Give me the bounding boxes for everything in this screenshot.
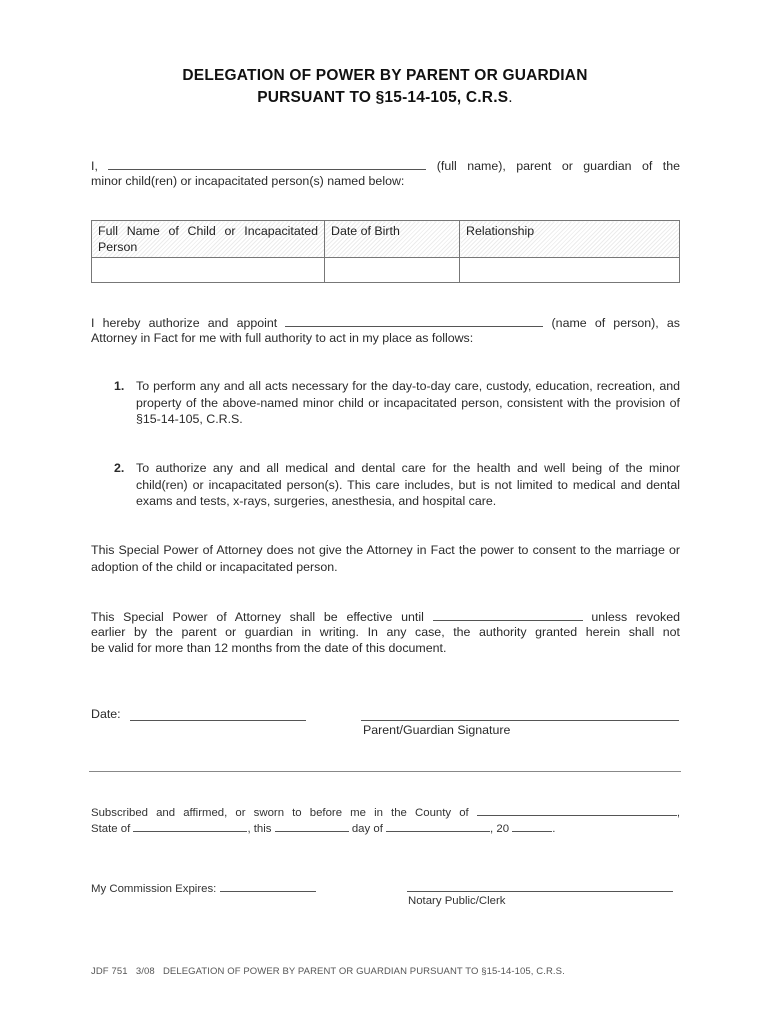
children-table <box>91 220 680 283</box>
appoint-line-2: Attorney in Fact for me with full authority to act in my place as follows: <box>91 331 474 345</box>
intro-line-2: minor child(ren) or incapacitated person(s) named below: <box>91 174 405 188</box>
child-name-cell[interactable] <box>92 258 325 283</box>
appoint-line-1 <box>91 314 680 332</box>
authority-item-1 <box>114 378 680 428</box>
parent-signature-field[interactable] <box>361 720 679 721</box>
parent-signature-caption: Parent/Guardian Signature <box>363 723 511 737</box>
form-footer <box>91 966 565 977</box>
effective-line-1 <box>91 608 680 626</box>
month-field[interactable] <box>386 819 490 832</box>
intro-prefix: I, <box>91 159 98 173</box>
year-period: . <box>552 823 556 835</box>
notary-county-prefix: Subscribed and affirmed, or sworn to before me in the County of <box>91 807 469 819</box>
document-title-line-1: DELEGATION OF POWER BY PARENT OR GUARDIAN <box>182 67 588 84</box>
section-divider <box>89 771 681 772</box>
full-name-field[interactable] <box>108 157 426 170</box>
date-label: Date: <box>91 707 121 721</box>
year-field[interactable] <box>512 819 552 832</box>
header-full-name <box>92 221 325 258</box>
authority-text: To authorize any and all medical and dental care for the health and well being of the minor child(ren) or incapacitated person(s). This care includes, but is not limited to medical and dental exams and tests, x-rays, surgeries, anesthesia, and hospital care. <box>136 461 680 508</box>
table-row <box>92 258 680 283</box>
day-of-label: day of <box>351 823 383 835</box>
authority-number: 2. <box>114 461 125 475</box>
footer-title: DELEGATION OF POWER BY PARENT OR GUARDIAN PURSUANT TO §15-14-105, C.R.S. <box>162 966 565 977</box>
intro-suffix: (full name), parent or guardian of the <box>436 159 680 173</box>
state-label: State of <box>91 823 131 835</box>
effective-prefix: This Special Power of Attorney shall be effective until <box>91 610 424 624</box>
state-field[interactable] <box>133 819 247 832</box>
commission-expires-field[interactable] <box>220 879 316 892</box>
effective-suffix: unless revoked <box>591 610 680 624</box>
date-of-birth-cell[interactable] <box>325 258 460 283</box>
appoint-prefix: I hereby authorize and appoint <box>91 316 278 330</box>
footer-form-id: JDF 751 <box>91 966 128 977</box>
effective-line-3: be valid for more than 12 months from the date of this document. <box>91 641 447 655</box>
title-statute: PURSUANT TO §15-14-105, C.R.S <box>257 89 509 106</box>
commission-label: My Commission Expires: <box>91 883 217 895</box>
authority-text: To perform any and all acts necessary for the day-to-day care, custody, education, recreation, and property of the above-named minor child or incapacitated person, consistent with the provision of §15-14-105, C.R.S. <box>136 379 680 426</box>
effective-until-field[interactable] <box>433 608 583 621</box>
header-relationship: Relationship <box>460 221 680 258</box>
effective-line-2: earlier by the parent or guardian in writing. In any case, the authority granted herein shall not <box>91 625 680 639</box>
footer-revision: 3/08 <box>135 966 155 977</box>
header-full-name-text: Full Name of Child or Incapacitated Person <box>98 224 318 254</box>
notary-signature-field[interactable] <box>407 891 673 892</box>
title-period: . <box>508 89 513 106</box>
header-date-of-birth: Date of Birth <box>325 221 460 258</box>
limitation-paragraph: This Special Power of Attorney does not give the Attorney in Fact the power to consent to the marriage or adoption of the child or incapacitated person. <box>91 543 680 574</box>
day-field[interactable] <box>275 819 349 832</box>
date-field[interactable] <box>130 720 306 721</box>
notary-caption: Notary Public/Clerk <box>408 895 506 907</box>
appoint-suffix: (name of person), as <box>551 316 680 330</box>
this-label: , this <box>247 823 272 835</box>
notary-line-2 <box>91 819 680 837</box>
year-label: , 20 <box>490 823 510 835</box>
authority-item-2 <box>114 460 680 510</box>
relationship-cell[interactable] <box>460 258 680 283</box>
document-title-line-2 <box>0 89 770 107</box>
county-comma: , <box>676 807 680 819</box>
intro-line-1 <box>91 157 680 175</box>
authority-number: 1. <box>114 379 125 393</box>
county-field[interactable] <box>477 803 677 816</box>
attorney-name-field[interactable] <box>285 314 543 327</box>
commission-line <box>91 879 316 897</box>
table-header-row <box>92 221 680 258</box>
